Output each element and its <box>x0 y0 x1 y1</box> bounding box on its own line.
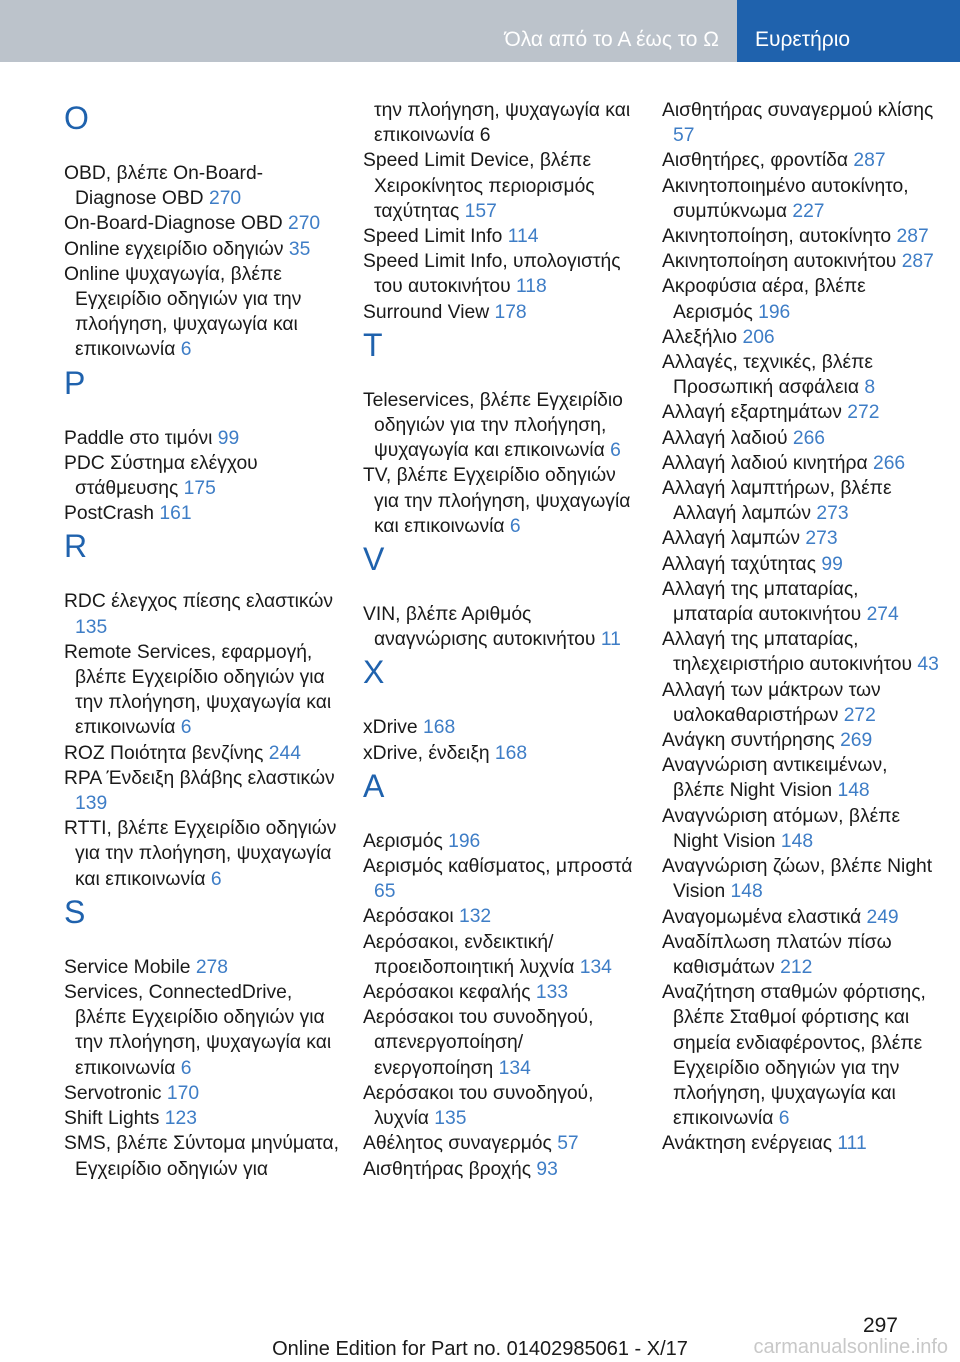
page-number: 297 <box>862 1314 898 1337</box>
page-reference-link[interactable]: 227 <box>792 200 825 222</box>
index-entry <box>363 463 641 539</box>
index-entry-text: ROZ Ποιότητα βενζίνης <box>64 742 264 764</box>
index-entry <box>363 602 641 652</box>
index-entry <box>64 451 342 501</box>
index-entry-text: TV, βλέπε Εγχειρίδιο οδηγιών για την πλοήγηση, ψυχαγωγία και επικοινωνία <box>363 465 631 537</box>
index-column-3 <box>662 98 940 1157</box>
index-entry-text: Ακινητοποίηση αυτοκινήτου <box>662 251 897 273</box>
page-reference-link[interactable]: 287 <box>853 150 886 172</box>
index-entry-text: Αερισμός <box>363 830 443 852</box>
index-entry-continued <box>363 98 641 148</box>
page-reference-link[interactable]: 168 <box>423 717 456 739</box>
index-entry <box>363 930 641 980</box>
index-entry <box>363 300 641 325</box>
index-entry-text: RPA Ένδειξη βλάβης ελαστικών <box>64 767 335 789</box>
index-entry <box>662 930 940 980</box>
index-entry-text: Αλλαγή εξαρτημάτων <box>662 402 842 424</box>
index-column-1 <box>64 98 342 1182</box>
index-entry-text: Service Mobile <box>64 956 191 978</box>
index-entry <box>64 816 342 892</box>
page-reference-link[interactable]: 135 <box>434 1108 467 1130</box>
page-reference-link[interactable]: 148 <box>780 830 814 852</box>
page-reference-link[interactable]: 270 <box>208 188 242 210</box>
index-entry <box>64 426 342 451</box>
index-entry-text: Αερόσακοι του συνοδηγού, απενεργοποίηση/ενεργοποίηση <box>363 1007 594 1079</box>
index-entry <box>64 161 342 211</box>
page-reference-link[interactable]: 212 <box>780 956 813 978</box>
index-entry <box>64 955 342 980</box>
page-reference-link[interactable]: 244 <box>268 742 301 764</box>
index-entry-text: SMS, βλέπε Σύντομα μηνύματα, Εγχειρίδιο οδηγιών για <box>64 1133 339 1180</box>
index-entry <box>662 174 940 224</box>
page-reference-link[interactable]: 133 <box>535 982 569 1004</box>
index-entry-text: Αλλαγή λαδιού <box>662 427 788 449</box>
page-reference-link[interactable]: 65 <box>374 881 396 903</box>
index-entry-text: PostCrash <box>64 503 155 525</box>
page-reference-link[interactable]: 168 <box>494 742 528 764</box>
page-reference-link[interactable]: 272 <box>847 402 880 424</box>
index-entry-text: Servotronic <box>64 1082 162 1104</box>
index-entry-text: Αλλαγή λαμπτήρων, βλέπε Αλλαγή λαμπών <box>662 478 892 525</box>
page-reference-link[interactable]: 57 <box>673 125 695 147</box>
page-reference-link[interactable]: 273 <box>816 503 849 525</box>
index-entry-text: RTTI, βλέπε Εγχειρίδιο οδηγιών για την πλοήγηση, ψυχαγωγία και επικοινωνία <box>64 818 337 890</box>
index-letter-heading: P <box>64 364 86 401</box>
index-entry-text: Ακροφύσια αέρα, βλέπε Αερισμός <box>662 276 866 323</box>
index-entry-text: Αναγνώριση ατόμων, βλέπε Night Vision <box>662 805 901 852</box>
index-entry <box>64 766 342 816</box>
index-entry-text: Αερόσακοι κεφαλής <box>363 982 531 1004</box>
page-reference-link[interactable]: 274 <box>866 604 899 626</box>
index-entry <box>363 1131 641 1156</box>
index-entry <box>64 741 342 766</box>
index-entry <box>363 1157 641 1182</box>
index-entry <box>363 224 641 249</box>
index-entry <box>64 237 342 262</box>
index-entry-text: RDC έλεγχος πίεσης ελαστικών <box>64 591 334 613</box>
index-entry <box>363 388 641 464</box>
index-entry-text: Ανάκτηση ενέργειας <box>662 1133 833 1155</box>
index-column-2 <box>363 98 641 1182</box>
page-reference-link[interactable]: 11 <box>600 629 621 651</box>
index-entry-text: Surround View <box>363 301 490 323</box>
index-letter-heading: X <box>363 654 385 691</box>
index-entry-text: Αναγνώριση αντικειμένων, βλέπε Night Vision <box>662 755 888 802</box>
page-reference-link[interactable]: 6 <box>509 515 521 537</box>
header-section-band <box>0 0 737 62</box>
index-entry-text: την πλοήγηση, ψυχαγωγία και επικοινωνία <box>374 100 631 147</box>
index-entry-text: xDrive <box>363 717 418 739</box>
index-entry-text: Αλεξήλιο <box>662 326 738 348</box>
index-entry <box>662 854 940 904</box>
index-entry <box>662 1131 940 1156</box>
index-entry-text: Shift Lights <box>64 1108 160 1130</box>
page-reference-link[interactable]: 170 <box>166 1082 200 1104</box>
index-entry <box>64 501 342 526</box>
index-entry-text: On-Board-Diagnose OBD <box>64 213 283 235</box>
index-entry <box>662 98 940 148</box>
index-entry <box>64 262 342 363</box>
page-reference-link[interactable]: 287 <box>896 226 929 248</box>
index-entry-text: Αισθητήρας βροχής <box>363 1158 531 1180</box>
index-entry <box>363 715 641 740</box>
index-entry <box>662 224 940 249</box>
page-reference-link[interactable]: 93 <box>536 1158 558 1180</box>
index-entry-text: Ακινητοποιημένο αυτοκίνητο, συμπύκνωμα <box>662 175 909 222</box>
index-entry <box>363 249 641 299</box>
page-reference-link[interactable]: 287 <box>901 251 934 273</box>
index-entry-text: Αερισμός καθίσματος, μπροστά <box>363 856 633 878</box>
page-reference-link[interactable]: 273 <box>805 528 838 550</box>
page-reference-link[interactable]: 123 <box>164 1108 197 1130</box>
index-entry-text: Teleservices, βλέπε Εγχειρίδιο οδηγιών για την πλοήγηση, ψυχαγωγία και επικοινωνία <box>363 389 623 462</box>
index-entry-text: Αερόσακοι του συνοδηγού, λυχνία <box>363 1082 594 1130</box>
page-reference-link[interactable]: 269 <box>840 730 873 752</box>
index-entry <box>363 829 641 854</box>
page-reference-link[interactable]: 196 <box>448 830 481 852</box>
index-entry <box>363 1005 641 1081</box>
page-reference-link[interactable]: 99 <box>821 553 843 575</box>
index-entry-text: Speed Limit Info <box>363 226 503 248</box>
index-entry <box>662 350 940 400</box>
index-entry-text: VIN, βλέπε Αριθμός αναγνώρισης αυτοκινήτου <box>363 604 596 651</box>
index-entry-text: Paddle στο τιμόνι <box>64 427 213 449</box>
page-reference-link[interactable]: 148 <box>730 881 763 903</box>
index-entry <box>64 640 342 741</box>
index-entry <box>662 678 940 728</box>
index-entry-text: Αλλαγές, τεχνικές, βλέπε Προσωπική ασφάλεια <box>662 352 873 399</box>
index-entry <box>363 741 641 766</box>
page-reference-link[interactable]: 114 <box>507 226 539 248</box>
index-letter-heading: A <box>363 767 385 804</box>
index-entry <box>662 148 940 173</box>
page-reference-link[interactable]: 278 <box>195 956 228 978</box>
index-entry <box>662 728 940 753</box>
index-entry-text: Αλλαγή λαδιού κινητήρα <box>662 452 868 474</box>
index-letter-heading: V <box>363 541 385 578</box>
page-reference-link[interactable]: 6 <box>180 339 192 361</box>
page-reference-link[interactable]: 175 <box>183 478 216 500</box>
page-reference-link[interactable]: 134 <box>579 956 612 978</box>
index-entry-text: Αλλαγή της μπαταρίας, μπαταρία αυτοκινήτου <box>662 578 862 626</box>
index-entry <box>363 904 641 929</box>
index-entry-text: PDC Σύστημα ελέγχου στάθμευσης <box>64 452 258 500</box>
index-entry <box>662 476 940 526</box>
page-header <box>0 0 960 62</box>
page-reference-link[interactable]: 161 <box>159 503 192 525</box>
index-letter-heading: R <box>64 528 88 565</box>
index-entry-text: Αλλαγή λαμπών <box>662 528 801 550</box>
index-entry-text: Online εγχειρίδιο οδηγιών <box>64 238 284 260</box>
page-reference-link[interactable]: 111 <box>837 1133 867 1155</box>
edition-footer: Online Edition for Part no. 01402985061 - X/17 <box>272 1338 688 1360</box>
index-entry-text: Αλλαγή των μάκτρων των υαλοκαθαριστήρων <box>662 679 881 726</box>
index-entry <box>64 1131 342 1181</box>
page-reference-link[interactable]: 272 <box>843 704 876 726</box>
index-entry-text: Αλλαγή της μπαταρίας, τηλεχειριστήριο αυτοκινήτου <box>662 629 913 676</box>
index-entry <box>363 1081 641 1131</box>
index-entry-text: Speed Limit Info, υπολογιστής του αυτοκινήτου <box>363 251 621 298</box>
page-reference-link[interactable]: 57 <box>557 1133 579 1155</box>
index-entry <box>662 804 940 854</box>
index-entry <box>662 526 940 551</box>
index-entry <box>662 249 940 274</box>
index-entry-text: Αναδίπλωση πλατών πίσω καθισμάτων <box>662 931 892 978</box>
index-entry <box>64 1106 342 1131</box>
index-entry-text: Αλλαγή ταχύτητας <box>662 553 816 575</box>
index-entry-text: Remote Services, εφαρμογή, βλέπε Εγχειρίδιο οδηγιών για την πλοήγηση, ψυχαγωγία και επικοινωνία <box>64 641 332 739</box>
index-letter-heading: T <box>363 326 383 363</box>
page-reference-link[interactable]: 139 <box>75 793 108 815</box>
index-entry-text: Αερόσακοι, ενδεικτική/προειδοποιητική λυχνία <box>363 931 575 978</box>
index-entry <box>662 400 940 425</box>
index-entry-text: Αερόσακοι <box>363 906 454 928</box>
page-reference-link[interactable]: 148 <box>837 780 870 802</box>
index-entry <box>662 577 940 627</box>
index-entry <box>662 552 940 577</box>
page-reference-link[interactable]: 178 <box>494 301 527 323</box>
header-section-title: Όλα από το Α έως το Ω <box>504 28 719 51</box>
page-reference-link[interactable]: 157 <box>464 200 497 222</box>
page-reference-link[interactable]: 6 <box>180 1057 192 1079</box>
watermark: carmanualsonline.info <box>753 1336 948 1358</box>
page-reference-link[interactable]: 132 <box>458 906 492 928</box>
page-reference-link[interactable]: 8 <box>864 377 876 399</box>
header-chapter-title: Ευρετήριο <box>755 28 851 51</box>
index-entry <box>662 905 940 930</box>
page-reference-link[interactable]: 6 <box>610 440 621 462</box>
index-entry-text: Services, ConnectedDrive, βλέπε Εγχειρίδιο οδηγιών για την πλοήγηση, ψυχαγωγία και επικοινωνία <box>64 982 332 1079</box>
page-reference-link[interactable]: 6 <box>778 1108 790 1130</box>
index-entry <box>363 854 641 904</box>
index-letter-heading: S <box>64 893 86 930</box>
page-reference-link[interactable]: 99 <box>217 427 240 449</box>
index-entry <box>662 426 940 451</box>
index-entry-text: Αθέλητος συναγερμός <box>363 1133 552 1155</box>
page-reference-link[interactable]: 6 <box>180 717 192 739</box>
index-entry <box>662 451 940 476</box>
index-entry-text: Speed Limit Device, βλέπε Χειροκίνητος περιορισμός ταχύτητας <box>363 150 595 222</box>
index-entry <box>662 753 940 803</box>
index-entry <box>662 274 940 324</box>
index-entry <box>662 627 940 677</box>
page-reference-link[interactable]: 6 <box>210 868 222 890</box>
page-reference-link[interactable]: 134 <box>498 1057 531 1079</box>
index-entry <box>662 980 940 1131</box>
header-chapter-band <box>737 0 960 62</box>
page-reference-link[interactable]: 35 <box>288 238 311 260</box>
page-reference-link[interactable]: 118 <box>516 276 547 298</box>
index-entry-text: OBD, βλέπε On-Board-Diagnose OBD <box>64 163 264 210</box>
index-entry <box>64 980 342 1081</box>
page-reference-link[interactable]: 249 <box>866 906 899 928</box>
page-reference-link[interactable]: 270 <box>287 213 321 235</box>
index-entry <box>363 148 641 224</box>
index-entry-text: Αναγομωμένα ελαστικά <box>662 906 862 928</box>
page-reference-link[interactable]: 135 <box>75 616 108 638</box>
index-entry <box>64 589 342 639</box>
index-entry-text: xDrive, ένδειξη <box>363 742 490 764</box>
index-entry-text: Online ψυχαγωγία, βλέπε Εγχειρίδιο οδηγιών για την πλοήγηση, ψυχαγωγία και επικοινωνία <box>64 263 302 361</box>
index-entry <box>64 211 342 236</box>
index-entry-text: Αναγνώριση ζώων, βλέπε Night Vision <box>662 856 933 903</box>
index-entry <box>363 980 641 1005</box>
page-reference-link[interactable]: 196 <box>758 301 791 323</box>
index-letter-heading: O <box>64 100 89 136</box>
page-reference-link[interactable]: 43 <box>917 654 939 676</box>
index-entry <box>662 325 940 350</box>
index-entry-text: Αισθητήρας συναγερμού κλίσης <box>662 100 934 121</box>
index-entry-text: Ακινητοποίηση, αυτοκίνητο <box>662 226 892 248</box>
index-entry-text: Ανάγκη συντήρησης <box>662 730 835 752</box>
page-reference-link[interactable]: 206 <box>742 326 775 348</box>
page-reference-link[interactable]: 6 <box>479 125 491 147</box>
index-entry-text: Αισθητήρες, φροντίδα <box>662 150 849 172</box>
index-entry <box>64 1081 342 1106</box>
index-entry-text: Αναζήτηση σταθμών φόρτισης, βλέπε Σταθμοί φόρτισης και σημεία ενδιαφέροντος, βλέπε Εγχειρίδιο οδηγιών για την πλοήγηση, ψυχαγωγία και επικοινωνία <box>662 982 926 1130</box>
page-reference-link[interactable]: 266 <box>872 452 906 474</box>
page-reference-link[interactable]: 266 <box>792 427 826 449</box>
